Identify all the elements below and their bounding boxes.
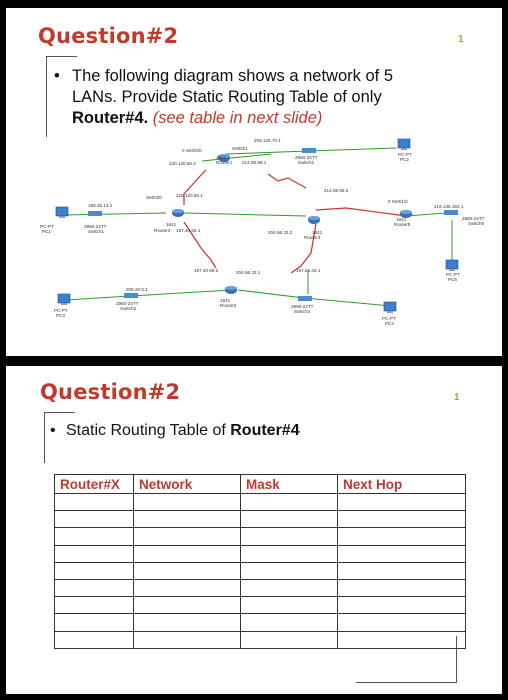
label-r2-name: Router2	[220, 303, 237, 308]
label-r4-1841: 1841	[166, 222, 177, 227]
table-cell[interactable]	[338, 614, 466, 631]
table-row	[55, 597, 466, 614]
table-cell[interactable]	[241, 511, 338, 528]
table-cell[interactable]	[241, 562, 338, 579]
label-sw1-model: 2960-24TT	[84, 224, 107, 229]
label-197-2: 197.40.66.2	[194, 268, 219, 273]
label-pc3-model: PC-PT	[54, 308, 68, 313]
slide-1	[6, 8, 502, 356]
label-pc4-model: PC-PT	[382, 316, 396, 321]
label-pc5-name: PC5	[448, 277, 457, 282]
diagram-links	[64, 148, 452, 306]
table-row	[55, 562, 466, 579]
label-sw5-name: Switch5	[468, 221, 485, 226]
col-mask: Mask	[241, 475, 338, 494]
col-router: Router#X	[55, 475, 134, 494]
table-cell[interactable]	[134, 579, 241, 596]
label-214-2: 214.58.59.2	[324, 188, 349, 193]
label-204-2: 204.66.33.2	[268, 230, 293, 235]
col-next-hop: Next Hop	[338, 475, 466, 494]
table-cell[interactable]	[55, 528, 134, 545]
label-pc1-name: PC1	[42, 229, 51, 234]
table-row	[55, 511, 466, 528]
bracket-decoration-bottom	[356, 636, 457, 683]
label-sw5-model: 2960-24TT	[462, 216, 485, 221]
routing-table-body	[55, 494, 466, 649]
label-r1-1841: 1841	[216, 155, 227, 160]
link-pc3-sw3	[66, 296, 131, 300]
label-204-1: 204.66.33.1	[236, 270, 261, 275]
switch-5-icon	[444, 210, 458, 215]
label-r3-name: Router3	[304, 235, 321, 240]
table-cell[interactable]	[241, 631, 338, 648]
table-row	[55, 614, 466, 631]
pc-2-icon	[398, 139, 410, 150]
bullet-bold-2: Router#4	[230, 422, 300, 439]
label-sw1-name: Switch1	[88, 229, 105, 234]
slide-1-title: Question#2	[38, 24, 179, 48]
table-cell[interactable]	[134, 631, 241, 648]
serial-r3-r5	[316, 208, 406, 216]
pc-1-icon	[56, 207, 68, 218]
slide-2-bullet	[50, 420, 300, 441]
table-cell[interactable]	[241, 597, 338, 614]
bullet-dot: •	[54, 67, 60, 85]
switch-1-icon	[88, 211, 102, 216]
table-row	[55, 528, 466, 545]
table-cell[interactable]	[55, 494, 134, 511]
bullet-line-2: LANs. Provide Static Routing Table of only	[72, 88, 382, 106]
label-r5-1841: 1841	[396, 217, 407, 222]
link-r4-r3	[184, 213, 306, 216]
label-r4-name: Router4	[154, 228, 171, 233]
table-cell[interactable]	[134, 597, 241, 614]
label-r1-name: Router1	[216, 160, 233, 165]
table-cell[interactable]	[338, 562, 466, 579]
router-4-icon	[172, 209, 184, 217]
label-r4-s000: Se0/0/0	[146, 195, 162, 200]
table-cell[interactable]	[134, 562, 241, 579]
router-3-icon	[308, 216, 320, 224]
label-pc3-name: PC3	[56, 313, 65, 318]
label-198: 198.45.14.1	[88, 203, 113, 208]
link-r1-sw2	[226, 151, 308, 154]
label-206: 206.20.6.1	[126, 287, 148, 292]
link-r5-sw5	[406, 213, 446, 216]
slide-2	[6, 366, 502, 694]
table-cell[interactable]	[241, 528, 338, 545]
pc-4-icon	[384, 302, 396, 313]
table-cell[interactable]	[134, 614, 241, 631]
label-sw3-model: 2960-24TT	[116, 301, 139, 306]
label-220-2: 220.120.55.2	[169, 161, 196, 166]
table-cell[interactable]	[338, 511, 466, 528]
bullet-highlight: (see table in next slide)	[152, 109, 323, 127]
switch-2-icon	[302, 148, 316, 153]
table-cell[interactable]	[134, 511, 241, 528]
label-214-1: 214.58.59.1	[242, 160, 267, 165]
table-cell[interactable]	[338, 528, 466, 545]
table-cell[interactable]	[134, 494, 241, 511]
pc-3-icon	[58, 294, 70, 305]
table-cell[interactable]	[241, 614, 338, 631]
table-cell[interactable]	[241, 579, 338, 596]
bullet-text-2: Static Routing Table of	[66, 422, 231, 439]
label-r1-s001: Se0/0/1	[232, 146, 248, 151]
label-pc5-model: PC-PT	[446, 272, 460, 277]
label-220-1: 220.120.55.1	[176, 193, 203, 198]
table-cell[interactable]	[55, 614, 134, 631]
switch-3-icon	[124, 293, 138, 298]
label-pc2-model: PC-PT	[398, 152, 412, 157]
label-pc1-model: PC-PT	[40, 224, 54, 229]
router-2-icon	[225, 286, 237, 294]
label-r5-name: Router5	[394, 222, 411, 227]
slide-2-title: Question#2	[40, 380, 181, 404]
label-sw4-name: Switch4	[294, 309, 311, 314]
table-cell[interactable]	[241, 494, 338, 511]
table-cell[interactable]	[134, 545, 241, 562]
link-pc1-r4	[64, 213, 166, 215]
pc-5-icon	[446, 260, 458, 271]
table-row	[55, 579, 466, 596]
label-r1-s000: 0 Se0/0/0	[182, 148, 202, 153]
label-197-66: 197.66.44.1	[296, 268, 321, 273]
label-r3-1841: 1841	[312, 230, 323, 235]
routing-table	[54, 474, 466, 649]
label-sw2-name: Switch2	[298, 160, 315, 165]
table-cell[interactable]	[55, 545, 134, 562]
label-219: 219.136.150.1	[434, 204, 464, 209]
link-sw2-pc2	[308, 148, 396, 151]
bullet-line-1: The following diagram shows a network of 5	[72, 67, 393, 85]
table-cell[interactable]	[55, 562, 134, 579]
label-r5-s010: 0 Se0/1/0	[388, 199, 408, 204]
table-cell[interactable]	[55, 579, 134, 596]
label-sw2-model: 2960-24TT	[295, 155, 318, 160]
label-sw3-name: Switch3	[120, 306, 137, 311]
label-sw4-model: 2960-24TT	[291, 304, 314, 309]
table-row	[55, 494, 466, 511]
bullet-bold-router: Router#4.	[72, 109, 149, 127]
col-network: Network	[134, 475, 241, 494]
slide-2-number: 1	[454, 392, 460, 403]
table-cell[interactable]	[338, 579, 466, 596]
table-cell[interactable]	[338, 597, 466, 614]
table-cell[interactable]	[241, 545, 338, 562]
serial-r1-r5	[268, 174, 306, 188]
link-sw4-pc4	[304, 298, 391, 306]
table-cell[interactable]	[134, 528, 241, 545]
label-pc4-name: PC4	[385, 321, 394, 326]
label-r2-1841: 1841	[220, 298, 231, 303]
bullet-dot-2: •	[50, 422, 56, 439]
table-cell[interactable]	[338, 494, 466, 511]
label-197-1: 197.40.66.1	[176, 228, 201, 233]
routing-table-header	[55, 475, 466, 494]
network-diagram	[6, 8, 502, 356]
slide-1-number: 1	[458, 34, 464, 45]
switch-4-icon	[298, 296, 312, 301]
table-cell[interactable]	[55, 597, 134, 614]
table-cell[interactable]	[55, 631, 134, 648]
label-208: 208.125.70.1	[254, 138, 281, 143]
table-cell[interactable]	[338, 545, 466, 562]
label-pc2-name: PC2	[400, 157, 409, 162]
serial-r4-r1	[184, 170, 206, 205]
table-cell[interactable]	[55, 511, 134, 528]
link-r2-sw4	[238, 290, 304, 298]
table-row	[55, 545, 466, 562]
